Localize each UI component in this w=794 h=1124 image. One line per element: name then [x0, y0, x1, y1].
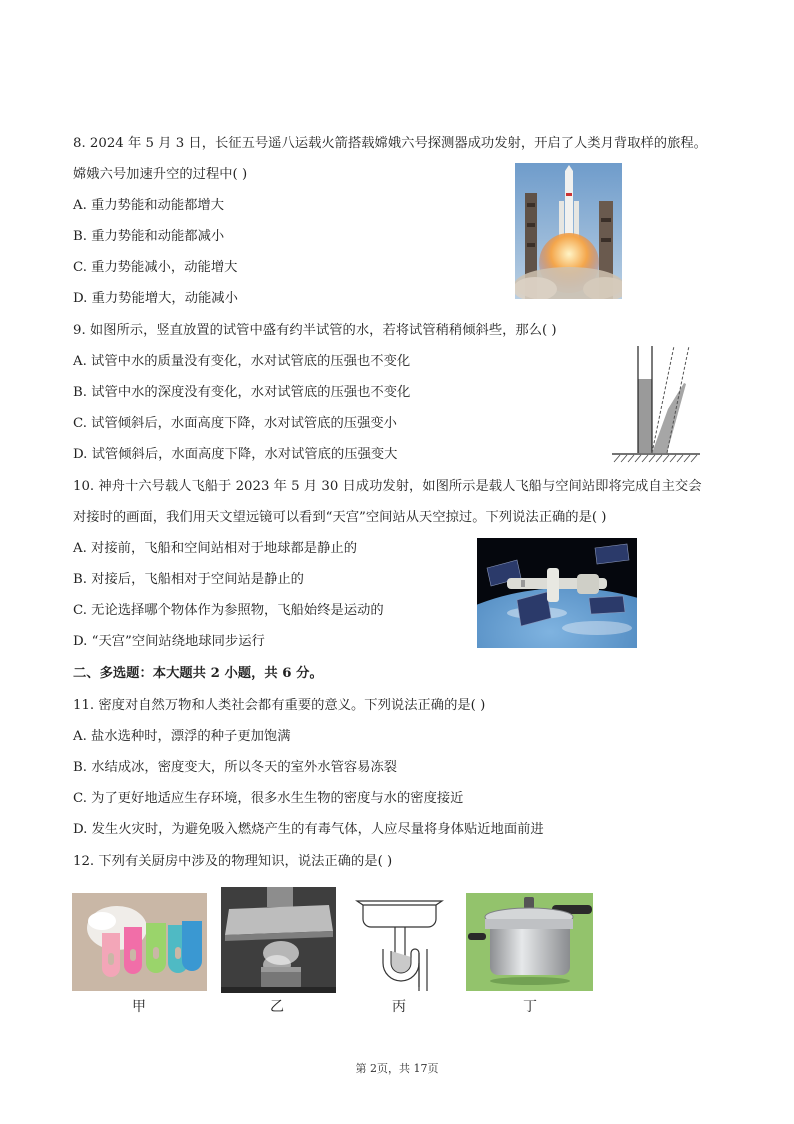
caption-bing: 丙	[392, 999, 406, 1015]
q10-option-c: C. 无论选择哪个物体作为参照物，飞船始终是运动的	[73, 603, 384, 618]
q9-option-d: D. 试管倾斜后，水面高度下降，水对试管底的压强变大	[73, 447, 398, 462]
q10-stem-line2: 对接时的画面，我们用天文望远镜可以看到“天宫”空间站从天空掠过。下列说法正确的是( )	[73, 510, 607, 525]
q8-option-d: D. 重力势能增大，动能减小	[73, 291, 238, 306]
q8-stem-line2: 嫦娥六号加速升空的过程中( )	[73, 167, 248, 182]
q9-option-a: A. 试管中水的质量没有变化，水对试管底的压强也不变化	[73, 354, 411, 369]
q10-option-d: D. “天宫”空间站绕地球同步运行	[73, 634, 265, 649]
range-hood-image	[221, 887, 336, 993]
caption-ding: 丁	[523, 999, 537, 1015]
q8-option-b: B. 重力势能和动能都减小	[73, 229, 225, 244]
space-station-image	[477, 538, 637, 648]
caption-jia: 甲	[132, 999, 146, 1015]
q11-option-b: B. 水结成冰，密度变大，所以冬天的室外水管容易冻裂	[73, 760, 398, 775]
q10-option-a: A. 对接前，飞船和空间站相对于地球都是静止的	[73, 541, 357, 556]
q11-option-c: C. 为了更好地适应生存环境，很多水生生物的密度与水的密度接近	[73, 791, 464, 806]
q8-option-a: A. 重力势能和动能都增大	[73, 198, 225, 213]
suction-hooks-image	[72, 893, 207, 991]
q10-stem-line1: 10. 神舟十六号载人飞船于 2023 年 5 月 30 日成功发射，如图所示是载人飞船与空间站即将完成自主交会	[73, 479, 702, 494]
rocket-launch-image	[515, 163, 622, 299]
q11-option-d: D. 发生火灾时，为避免吸入燃烧产生的有毒气体，人应尽量将身体贴近地面前进	[73, 822, 544, 837]
q9-option-b: B. 试管中水的深度没有变化，水对试管底的压强也不变化	[73, 385, 411, 400]
page-footer: 第 2页，共 17页	[355, 1062, 439, 1075]
pressure-cooker-image	[466, 893, 593, 991]
q11-stem-line1: 11. 密度对自然万物和人类社会都有重要的意义。下列说法正确的是( )	[73, 698, 486, 713]
q12-stem-line1: 12. 下列有关厨房中涉及的物理知识，说法正确的是( )	[73, 854, 393, 869]
q10-option-b: B. 对接后，飞船相对于空间站是静止的	[73, 572, 304, 587]
section-2-heading: 二、多选题：本大题共 2 小题，共 6 分。	[73, 666, 323, 681]
sink-drain-diagram	[353, 893, 446, 991]
q8-stem-line1: 8. 2024 年 5 月 3 日，长征五号遥八运载火箭搭载嫦娥六号探测器成功发射，开启了人类月背取样的旅程。	[73, 136, 707, 151]
caption-yi: 乙	[270, 999, 284, 1015]
test-tube-diagram	[612, 342, 700, 468]
q11-option-a: A. 盐水选种时，漂浮的种子更加饱满	[73, 729, 291, 744]
q9-stem-line1: 9. 如图所示，竖直放置的试管中盛有约半试管的水，若将试管稍稍倾斜些，那么( )	[73, 323, 557, 338]
q8-option-c: C. 重力势能减小，动能增大	[73, 260, 238, 275]
q9-option-c: C. 试管倾斜后，水面高度下降，水对试管底的压强变小	[73, 416, 397, 431]
